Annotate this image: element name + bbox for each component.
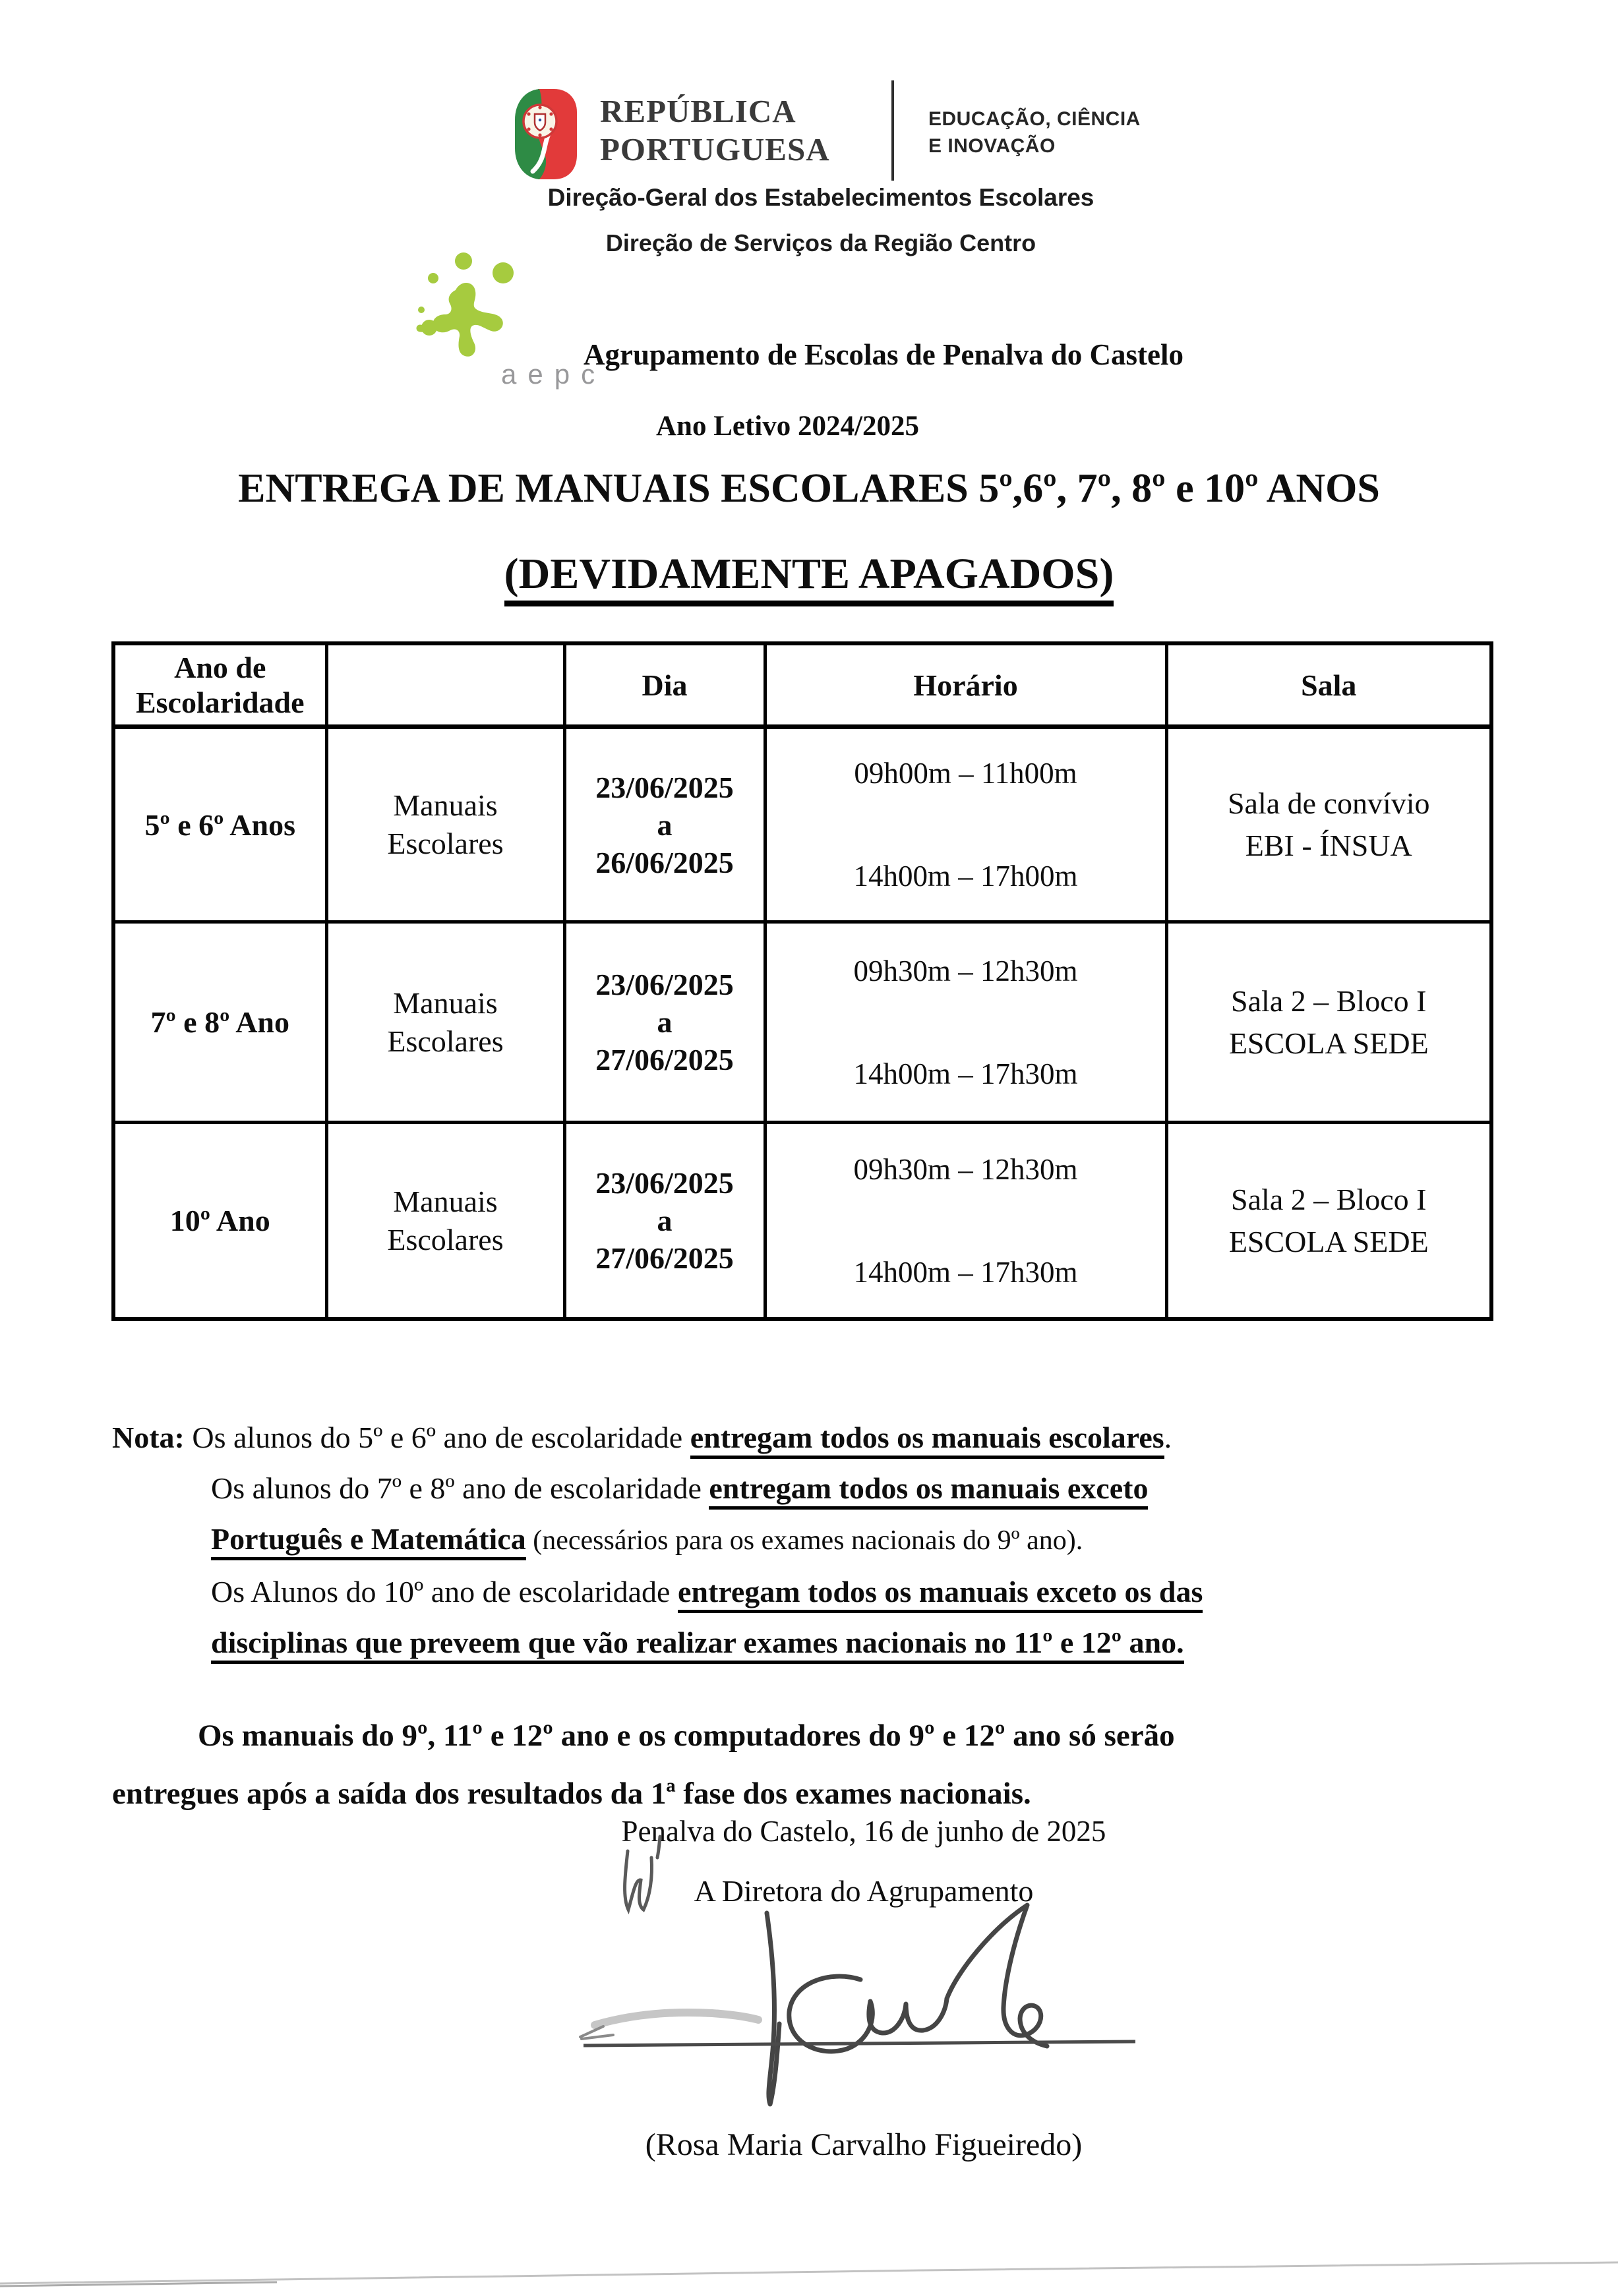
horario-afternoon: 14h00m – 17h00m xyxy=(853,860,1078,893)
cell-material: Manuais Escolares xyxy=(326,922,564,1123)
scan-edge-artifact-left xyxy=(0,2282,277,2286)
dia-from: 23/06/2025 xyxy=(595,770,734,804)
cell-horario xyxy=(765,922,1166,1123)
cell-dia xyxy=(564,922,765,1123)
aepc-wordmark: aepc xyxy=(501,359,607,390)
ministry-line-1: EDUCAÇÃO, CIÊNCIA xyxy=(928,108,1141,130)
header-divider xyxy=(891,80,894,181)
cell-horario xyxy=(765,727,1166,922)
table-row xyxy=(113,727,1491,922)
dia-sep: a xyxy=(657,808,673,842)
sala-line-2: EBI - ÍNSUA xyxy=(1245,829,1412,862)
sala-line-1: Sala 2 – Bloco I xyxy=(1231,984,1427,1018)
header-horario: Horário xyxy=(765,643,1166,727)
directorate-labels xyxy=(422,184,1220,257)
cell-material: Manuais Escolares xyxy=(326,727,564,922)
republica-line: REPÚBLICA xyxy=(600,93,796,129)
dge-line-2: Direção de Serviços da Região Centro xyxy=(605,229,1036,256)
dia-sep: a xyxy=(657,1204,673,1237)
ano-text: 7º e 8º Ano xyxy=(150,1005,290,1039)
sala-line-2: ESCOLA SEDE xyxy=(1228,1224,1429,1258)
nota-underlined: Português e Matemática xyxy=(211,1522,526,1560)
signer-name: (Rosa Maria Carvalho Figueiredo) xyxy=(645,2127,1083,2162)
republica-portuguesa-flag-icon xyxy=(513,87,579,181)
cell-horario xyxy=(765,1123,1166,1320)
nota-underlined: entregam todos os manuais exceto xyxy=(709,1471,1148,1510)
header-dia: Dia xyxy=(564,643,765,727)
cell-dia xyxy=(564,1123,765,1320)
ministry-line-2: E INOVAÇÃO xyxy=(928,135,1056,157)
horario-morning: 09h30m – 12h30m xyxy=(853,1152,1078,1186)
nota-label: Nota: xyxy=(112,1421,185,1454)
pen-chevron xyxy=(580,2026,613,2039)
signer-title: A Diretora do Agrupamento xyxy=(694,1874,1034,1908)
schedule-table xyxy=(111,641,1493,1321)
header-ano: Ano de Escolaridade xyxy=(113,643,326,727)
dia-from: 23/06/2025 xyxy=(595,968,734,1001)
cell-ano xyxy=(113,727,326,922)
signature-line xyxy=(584,2042,1135,2046)
table-row xyxy=(113,1123,1491,1320)
sala-line-1: Sala 2 – Bloco I xyxy=(1231,1182,1427,1216)
faded-pen-smudge xyxy=(595,2013,758,2025)
cell-dia xyxy=(564,727,765,922)
header-sala: Sala xyxy=(1166,643,1491,727)
table-row xyxy=(113,922,1491,1123)
cell-ano xyxy=(113,922,326,1123)
nota-parenthetical: (necessários para os exames nacionais do 9º ano). xyxy=(525,1525,1083,1556)
cell-sala xyxy=(1166,922,1491,1123)
dge-line-1: Direção-Geral dos Estabelecimentos Escolares xyxy=(547,184,1094,211)
horario-morning: 09h30m – 12h30m xyxy=(853,954,1078,987)
computers-paragraph xyxy=(112,1707,1516,1823)
paragraph-line-2: entregues após a saída dos resultados da 1ª fase dos exames nacionais. xyxy=(112,1777,1031,1811)
horario-morning: 09h00m – 11h00m xyxy=(854,757,1077,790)
school-year: Ano Letivo 2024/2025 xyxy=(656,411,919,442)
document-subtitle-text: (DEVIDAMENTE APAGADOS) xyxy=(504,550,1114,606)
horario-afternoon: 14h00m – 17h30m xyxy=(853,1057,1078,1090)
document-title: ENTREGA DE MANUAIS ESCOLARES 5º,6º, 7º, 8º e 10º ANOS xyxy=(238,466,1380,511)
dia-sep: a xyxy=(657,1005,673,1039)
dia-to: 27/06/2025 xyxy=(595,1043,734,1076)
nota-underlined: entregam todos os manuais exceto os das xyxy=(678,1575,1203,1613)
nota-text: Os alunos do 5º e 6º ano de escolaridade xyxy=(192,1421,690,1454)
nota-underlined: disciplinas que preveem que vão realizar exames nacionais no 11º e 12º ano. xyxy=(211,1626,1184,1664)
school-name: Agrupamento de Escolas de Penalva do Castelo xyxy=(584,338,1184,371)
ano-text: 5º e 6º Anos xyxy=(144,808,295,842)
sala-line-2: ESCOLA SEDE xyxy=(1228,1026,1429,1060)
paragraph-line-1: Os manuais do 9º, 11º e 12º ano e os computadores do 9º e 12º ano só serão xyxy=(198,1719,1175,1753)
nota-text: . xyxy=(1164,1421,1172,1454)
dia-from: 23/06/2025 xyxy=(595,1166,734,1200)
sala-line-1: Sala de convívio xyxy=(1227,786,1430,820)
ministry-label xyxy=(928,105,1141,160)
nota-underlined: entregam todos os manuais escolares xyxy=(690,1421,1164,1459)
cell-ano xyxy=(113,1123,326,1320)
nota-text: Os Alunos do 10º ano de escolaridade xyxy=(211,1575,678,1608)
cell-material: Manuais Escolares xyxy=(326,1123,564,1320)
handwritten-signature-icon xyxy=(767,1905,1047,2104)
republica-portuguesa-wordmark xyxy=(600,92,830,169)
portuguesa-line: PORTUGUESA xyxy=(600,131,830,167)
nota-block xyxy=(112,1412,1615,1668)
cell-sala xyxy=(1166,1123,1491,1320)
cell-sala xyxy=(1166,727,1491,922)
nota-text: Os alunos do 7º e 8º ano de escolaridade xyxy=(211,1471,709,1505)
date-place-line: Penalva do Castelo, 16 de junho de 2025 xyxy=(621,1815,1106,1848)
dia-to: 27/06/2025 xyxy=(595,1241,734,1275)
dia-to: 26/06/2025 xyxy=(595,845,734,879)
document-subtitle xyxy=(0,549,1618,599)
header-empty xyxy=(326,643,564,727)
horario-afternoon: 14h00m – 17h30m xyxy=(853,1255,1078,1289)
scan-edge-artifact xyxy=(0,2262,1618,2283)
ano-text: 10º Ano xyxy=(169,1204,270,1237)
table-header-row xyxy=(113,643,1491,727)
